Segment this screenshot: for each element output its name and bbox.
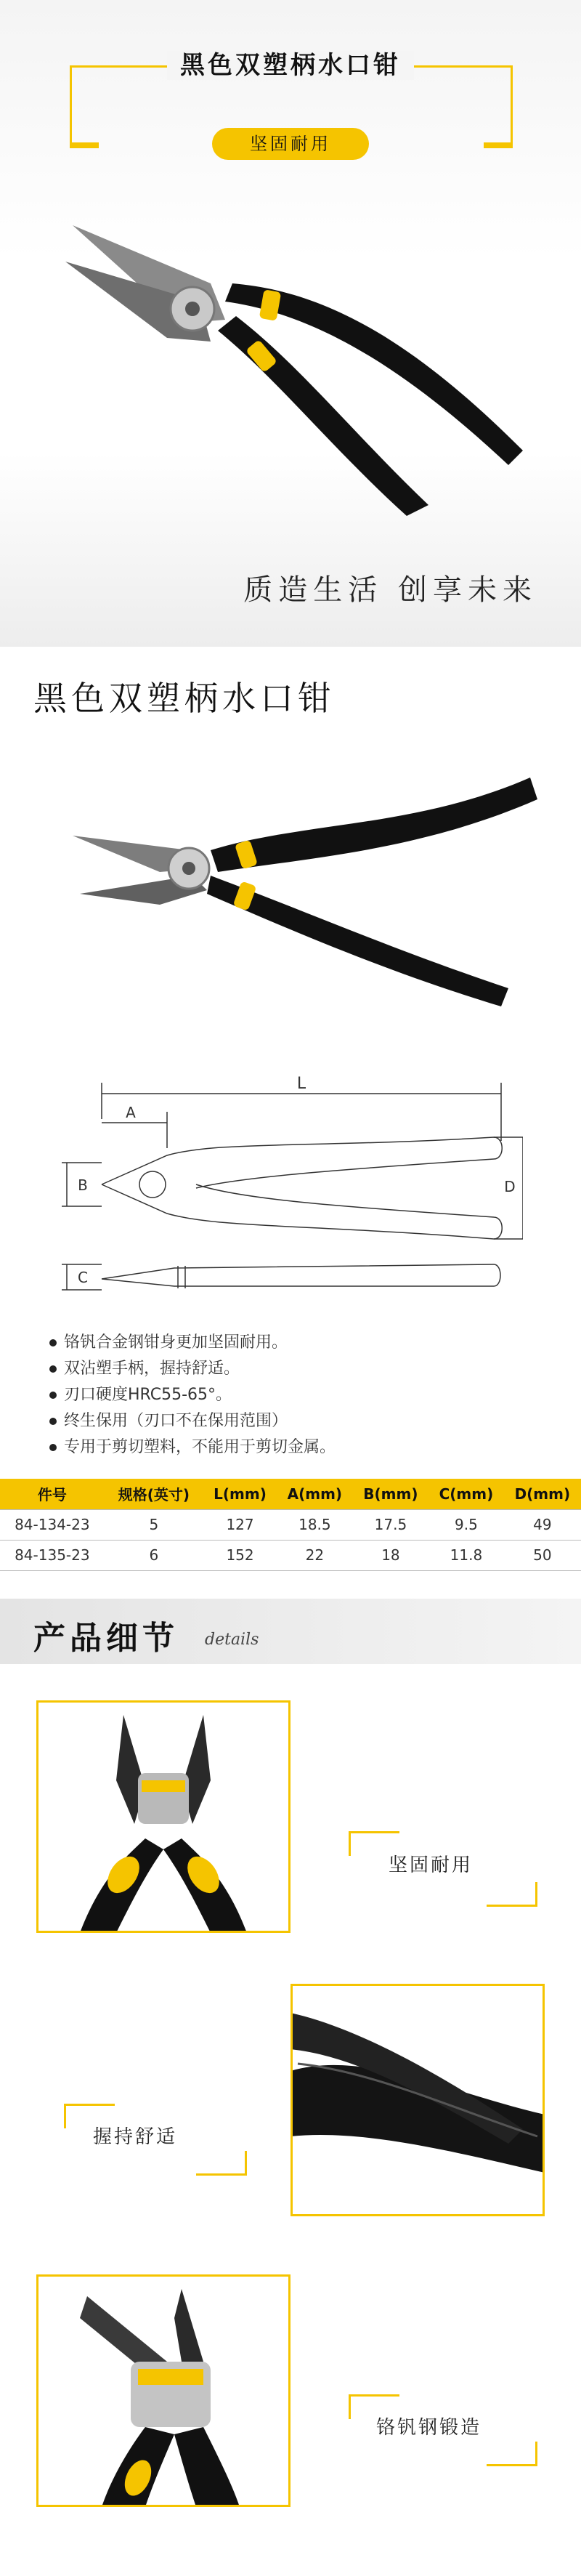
detail-label: 坚固耐用 [389,1854,474,1876]
hero-banner [0,0,581,647]
detail-bracket [196,2151,247,2176]
hero-slogan: 质造生活 创享未来 [243,573,537,607]
dim-label-L: L [296,1075,306,1093]
detail-label: 铬钒钢锻造 [376,2417,482,2439]
spec-cell: 22 [277,1540,353,1570]
detail-photo-grip [290,1984,545,2216]
detail-label: 握持舒适 [93,2126,178,2148]
spec-cell: 84-134-23 [0,1509,105,1540]
feature-item: 终生保用（刃口不在保用范围） [48,1408,336,1434]
hero-frame-corner-right [484,142,513,148]
spec-cell: 18 [353,1540,428,1570]
spec-cell: 6 [105,1540,203,1570]
hero-pliers-image [44,174,552,538]
spec-cell: 9.5 [428,1509,504,1540]
hero-badge: 坚固耐用 [212,128,369,160]
spec-cell: 18.5 [277,1509,353,1540]
detail-bracket [487,1882,537,1907]
spec-cell: 11.8 [428,1540,504,1570]
spec-header-cell: A(mm) [277,1479,353,1509]
detail-photo-forged [36,2274,290,2507]
hero-frame-corner-left [70,142,99,148]
dimension-diagram [58,1068,523,1308]
spec-header-cell: 规格(英寸) [105,1479,203,1509]
feature-item: 刃口硬度HRC55-65°。 [48,1382,336,1408]
dim-label-D: D [504,1178,516,1195]
hero-title [0,45,581,81]
spec-cell: 50 [504,1540,581,1570]
table-row [0,1540,581,1570]
detail-photo-head [36,1700,290,1933]
dim-label-A: A [126,1104,136,1121]
details-subtitle: details [205,1631,259,1649]
spec-header-cell: 件号 [0,1479,105,1509]
spec-header-cell: C(mm) [428,1479,504,1509]
spec-cell: 49 [504,1509,581,1540]
details-title: 产品细节 [33,1620,179,1657]
spec-table-header-row [0,1479,581,1509]
spec-cell: 152 [203,1540,277,1570]
spec-cell: 84-135-23 [0,1540,105,1570]
dim-label-B: B [78,1176,88,1194]
detail-bracket [487,2442,537,2466]
feature-item: 双沾塑手柄，握持舒适。 [48,1356,336,1382]
feature-item: 专用于剪切塑料，不能用于剪切金属。 [48,1434,336,1461]
spec-header-cell: B(mm) [353,1479,428,1509]
product-title: 黑色双塑柄水口钳 [33,679,336,718]
spec-cell: 127 [203,1509,277,1540]
dim-label-C: C [78,1269,88,1286]
spec-header-cell: L(mm) [203,1479,277,1509]
feature-item: 铬钒合金钢钳身更加坚固耐用。 [48,1330,336,1356]
feature-list [48,1330,336,1461]
product-image [73,748,537,1010]
table-row [0,1509,581,1540]
hero-title-text: 黑色双塑柄水口钳 [167,51,414,80]
spec-header-cell: D(mm) [504,1479,581,1509]
spec-cell: 17.5 [353,1509,428,1540]
spec-cell: 5 [105,1509,203,1540]
spec-table [0,1479,581,1571]
